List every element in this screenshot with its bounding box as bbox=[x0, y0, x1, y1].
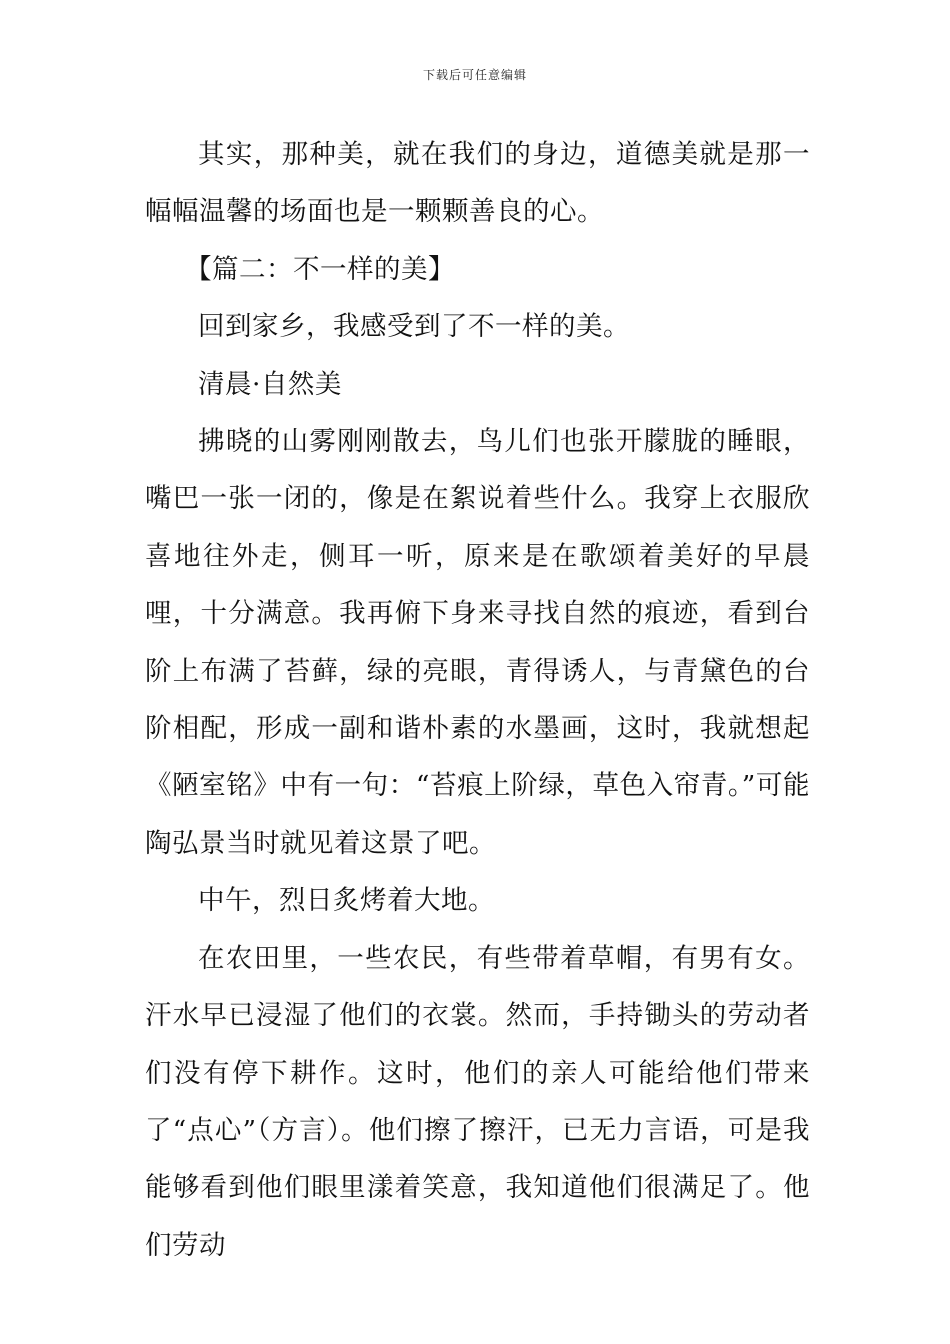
section-heading: 【篇二：不一样的美】 bbox=[185, 253, 455, 285]
paragraph-moral-beauty: 其实，那种美，就在我们的身边，道德美就是那一幅幅温馨的场面也是一颗颗善良的心。 bbox=[145, 139, 810, 228]
paragraph-farmers: 在农田里，一些农民，有些带着草帽，有男有女。汗水早已浸湿了他们的衣裳。然而，手持锄头的劳动者们没有停下耕作。这时，他们的亲人可能给他们带来了“点心”（方言）。他们擦了擦汗，已无力言语，可是我能够看到他们眼里漾着笑意，我知道他们很满足了。他们劳动 bbox=[145, 942, 810, 1261]
paragraph-intro: 回到家乡，我感受到了不一样的美。 bbox=[198, 311, 630, 343]
paragraph-noon: 中午，烈日炙烤着大地。 bbox=[198, 885, 495, 917]
paragraph-morning: 拂晓的山雾刚刚散去，鸟儿们也张开朦胧的睡眼，嘴巴一张一闭的，像是在絮说着些什么。我穿上衣服欣喜地往外走，侧耳一听，原来是在歌颂着美好的早晨哩，十分满意。我再俯下身来寻找自然的痕迹，看到台阶上布满了苔藓，绿的亮眼，青得诱人，与青黛色的台阶相配，形成一副和谐朴素的水墨画，这时，我就想起《陋室铭》中有一句：“苔痕上阶绿，草色入帘青。”可能陶弘景当时就见着这景了吧。 bbox=[145, 426, 810, 859]
page-header: 下载后可任意编辑 bbox=[422, 68, 527, 82]
document-body bbox=[145, 126, 810, 1274]
subheading-morning: 清晨·自然美 bbox=[198, 368, 342, 400]
